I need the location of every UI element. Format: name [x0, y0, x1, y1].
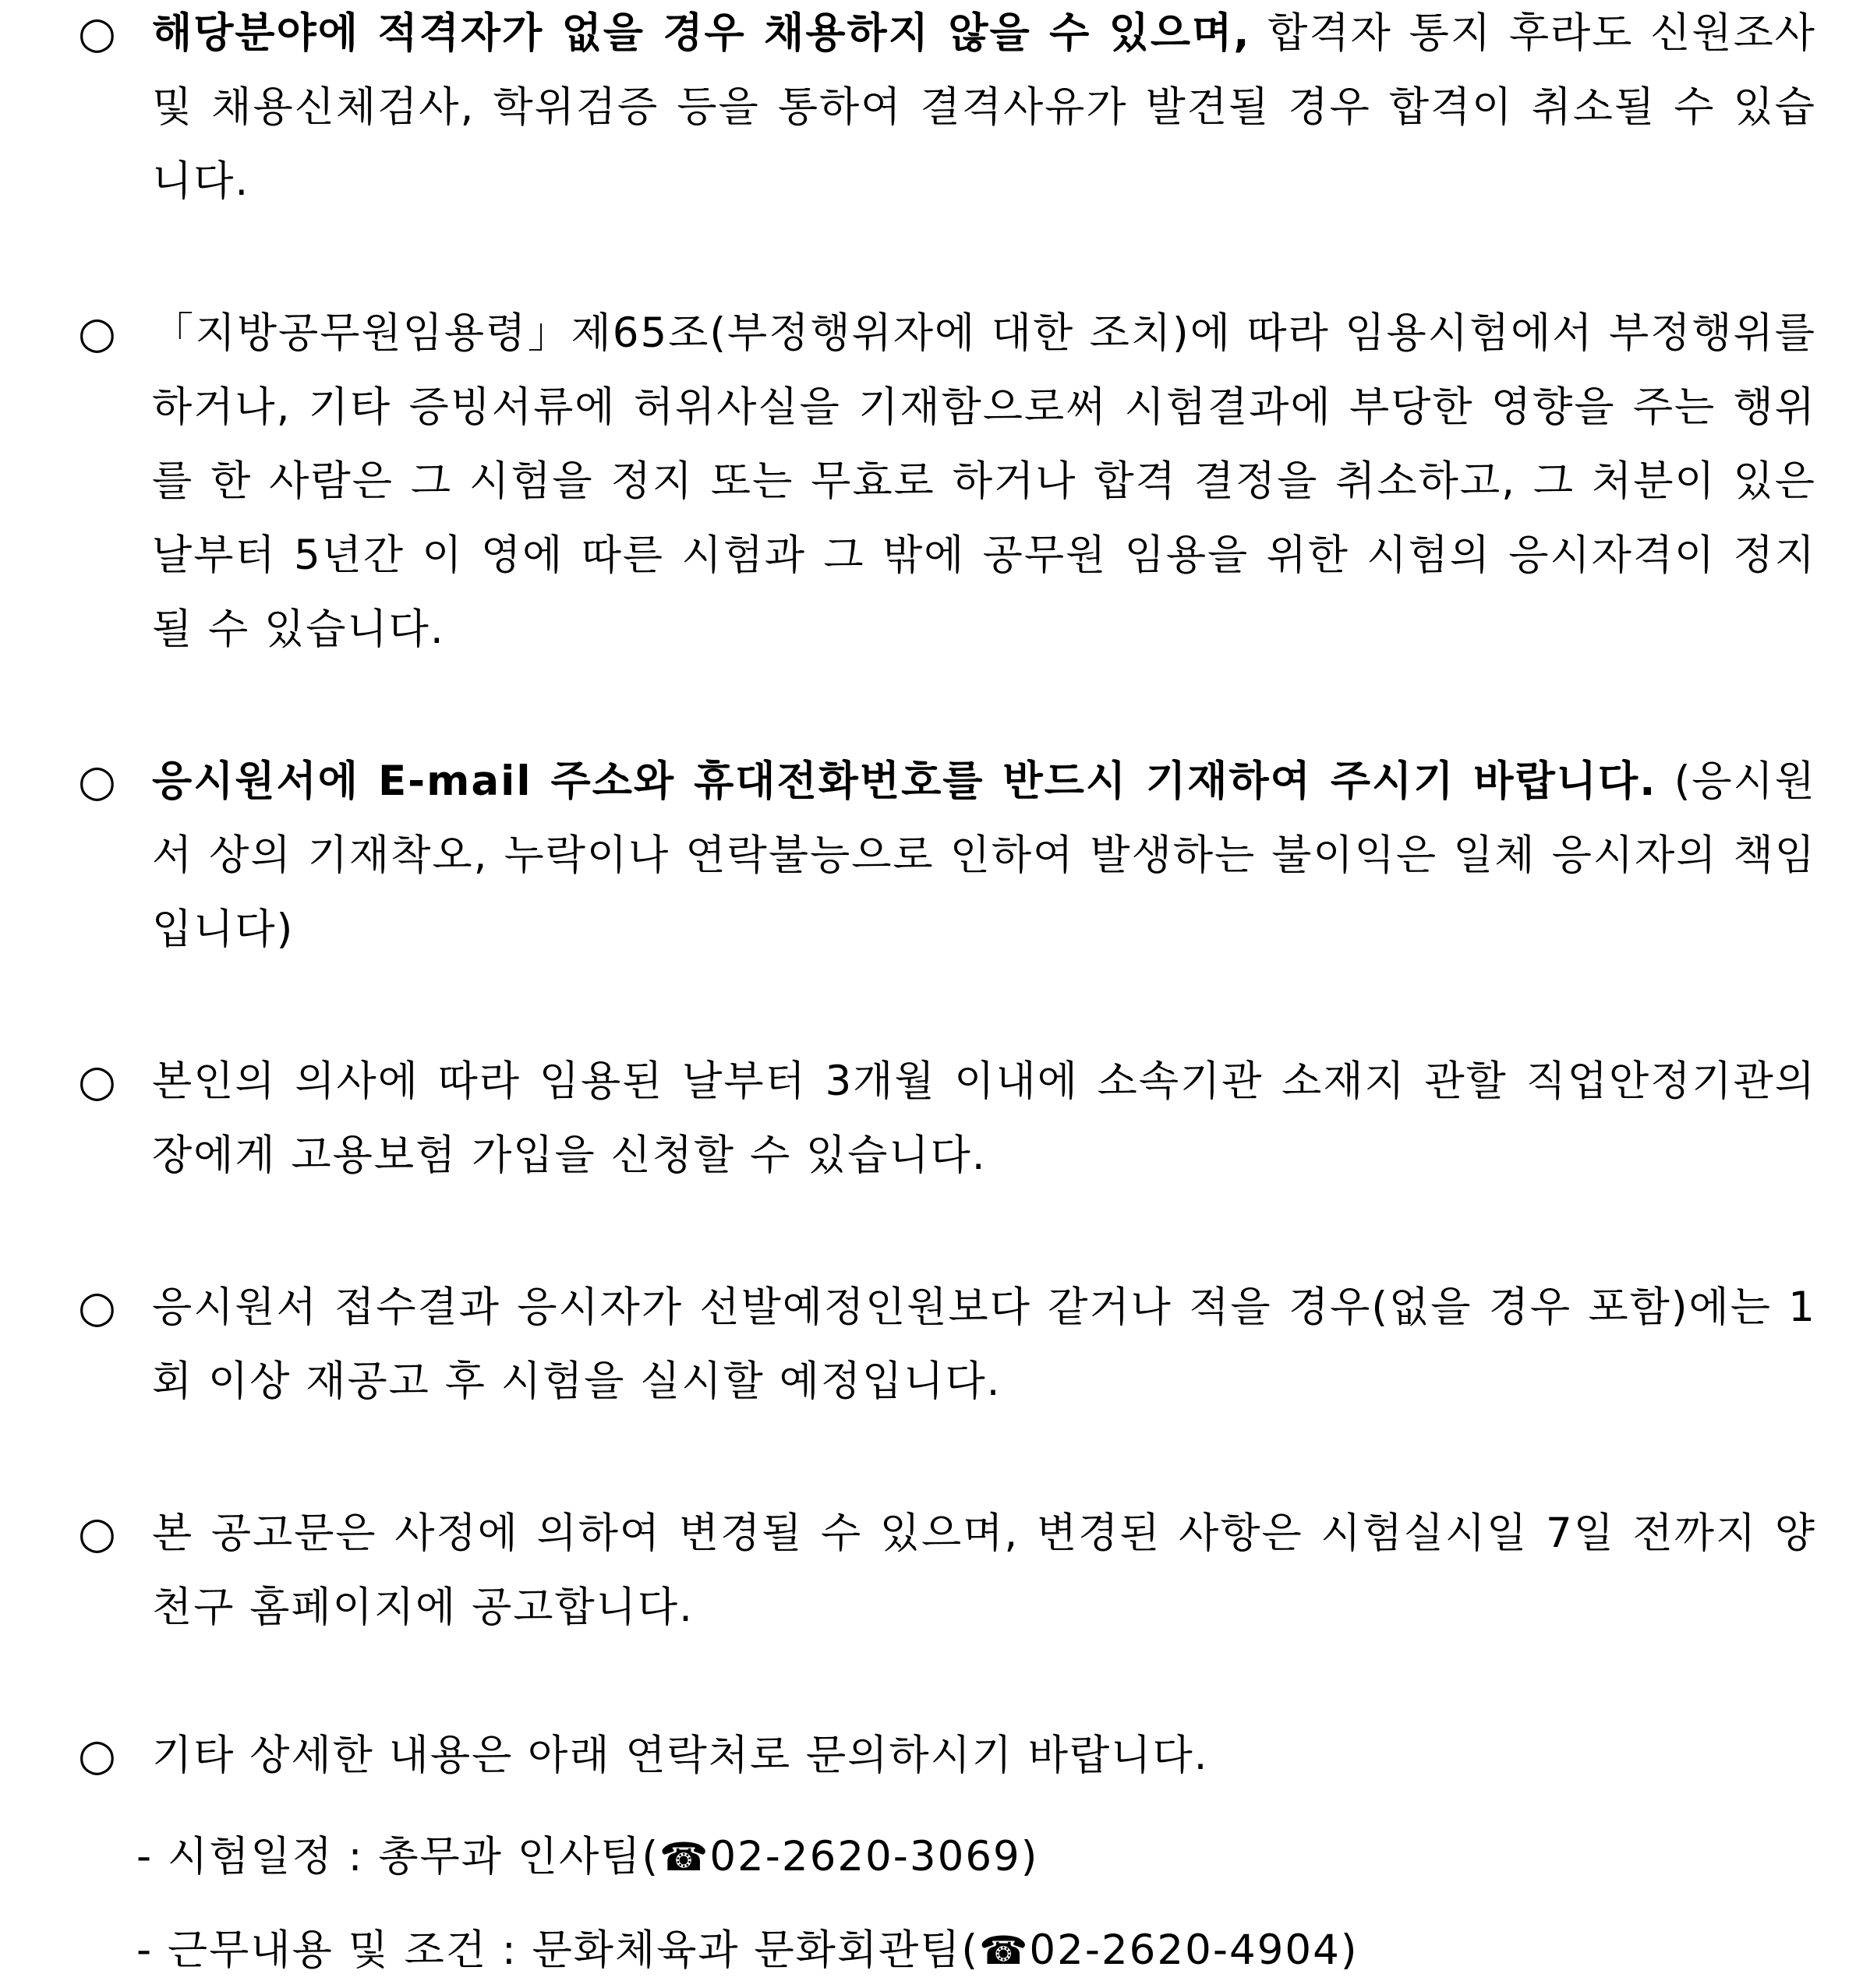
notice-text — [152, 744, 1816, 966]
notice-item-changes — [78, 1496, 1816, 1644]
bullet-icon: ○ — [78, 1282, 116, 1333]
notice-text — [152, 1044, 1816, 1192]
bullet-icon: ○ — [78, 756, 116, 807]
notice-bold-text: 응시원서에 E-mail 주소와 휴대전화번호를 반드시 기재하여 주시기 바랍니다. — [152, 757, 1657, 805]
notice-text — [152, 1496, 1816, 1644]
bullet-icon: ○ — [78, 1056, 116, 1107]
notice-item-disqualification — [78, 0, 1816, 218]
notice-text — [152, 296, 1816, 666]
contact-suffix: ) — [1340, 1926, 1359, 1974]
bullet-icon: ○ — [78, 1508, 116, 1559]
notice-text — [152, 1270, 1816, 1418]
notice-item-insurance — [78, 1044, 1816, 1192]
notice-body-text: (응시원서 상의 기재착오, 누락이나 연락불능으로 인하여 발생하는 불이익은 일체 응시자의 책임입니다) — [152, 757, 1817, 953]
contact-work-conditions — [136, 1913, 1359, 1988]
notice-text — [152, 1718, 1816, 1792]
phone-icon: ☎ — [979, 1928, 1030, 1973]
notice-body-text: 본 공고문은 사정에 의하여 변경될 수 있으며, 변경된 사항은 시험실시일 7일 전까지 양천구 홈페이지에 공고합니다. — [152, 1510, 1816, 1631]
notice-bold-text: 해당분야에 적격자가 없을 경우 채용하지 않을 수 있으며, — [152, 9, 1251, 57]
bullet-icon: ○ — [78, 308, 116, 358]
notice-body-text: 기타 상세한 내용은 아래 연락처로 문의하시기 바랍니다. — [152, 1732, 1209, 1779]
contact-label: - 근무내용 및 조건 : 문화체육과 문화회관팀( — [136, 1926, 980, 1974]
notice-item-inquiry — [78, 1718, 1816, 1792]
phone-icon: ☎ — [659, 1834, 710, 1880]
notice-body-text: 합격자 통지 후라도 신원조사 및 채용신체검사, 학위검증 등을 통하여 결격사유가 발견될 경우 합격이 취소될 수 있습니다. — [152, 9, 1816, 205]
bullet-icon: ○ — [78, 8, 116, 58]
notice-body-text: 「지방공무원임용령」제65조(부정행위자에 대한 조치)에 따라 임용시험에서 부정행위를 하거나, 기타 증빙서류에 허위사실을 기재함으로써 시험결과에 부당한 영향을 주는 행위를 한 사람은 그 시험을 정지 또는 무효로 하거나 합격 결정을 취소하고, 그 처분이 있은 날부터 5년간 이 영에 따른 시험과 그 밖에 공무원 임용을 위한 시험의 응시자격이 정지될 수 있습니다. — [152, 309, 1816, 653]
notice-item-misconduct — [78, 296, 1816, 666]
notice-item-contact-info — [78, 744, 1816, 966]
notice-text — [152, 0, 1816, 218]
bullet-icon: ○ — [78, 1730, 116, 1781]
notice-body-text: 응시원서 접수결과 응시자가 선발예정인원보다 같거나 적을 경우(없을 경우 포함)에는 1회 이상 재공고 후 시험을 실시할 예정입니다. — [152, 1284, 1816, 1405]
notice-item-readvertise — [78, 1270, 1816, 1418]
notice-body-text: 본인의 의사에 따라 임용된 날부터 3개월 이내에 소속기관 소재지 관할 직업안정기관의 장에게 고용보험 가입을 신청할 수 있습니다. — [152, 1058, 1816, 1179]
contact-phone-number: 02-2620-4904 — [1029, 1926, 1341, 1974]
contact-phone-number: 02-2620-3069 — [709, 1833, 1021, 1880]
contact-exam-schedule — [136, 1820, 1038, 1894]
contact-suffix: ) — [1020, 1833, 1039, 1880]
contact-label: - 시험일정 : 총무과 인사팀( — [136, 1833, 660, 1880]
